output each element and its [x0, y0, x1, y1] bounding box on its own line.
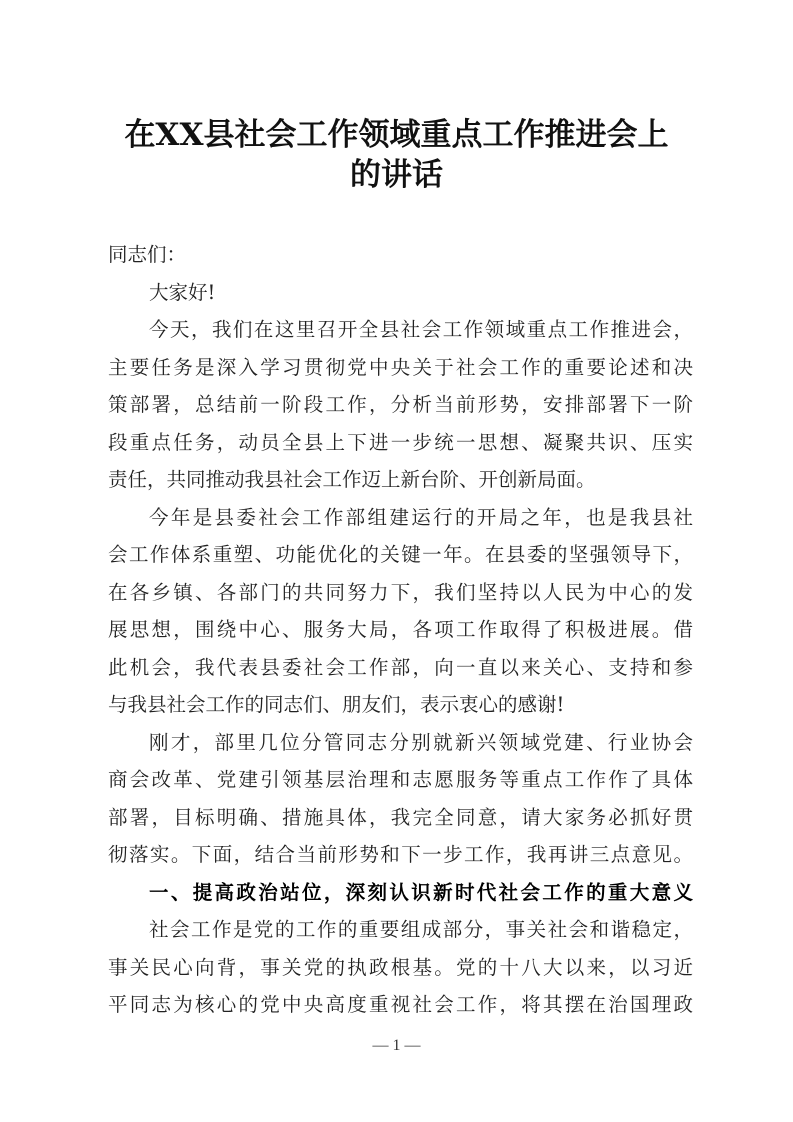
text-line: 商会改革、党建引领基层治理和志愿服务等重点工作作了具体: [108, 768, 693, 791]
text-line: 责任，共同推动我县社会工作迈上新台阶、开创新局面。: [108, 468, 596, 491]
text-line: 展思想，围绕中心、服务大局，各项工作取得了积极进展。借: [108, 618, 693, 641]
text-line: 部署，目标明确、措施具体，我完全同意，请大家务必抓好贯: [108, 805, 693, 829]
text-line: 段重点任务，动员全县上下进一步统一思想、凝聚共识、压实: [108, 430, 693, 454]
document-title-line-1: 在XX县社会工作领域重点工作推进会上: [124, 117, 669, 153]
text-line: 会工作体系重塑、功能优化的关键一年。在县委的坚强领导下，: [108, 543, 693, 566]
text-line: 策部署，总结前一阶段工作，分析当前形势，安排部署下一阶: [108, 393, 693, 416]
text-line: 平同志为核心的党中央高度重视社会工作，将其摆在治国理政: [108, 993, 693, 1016]
text-line: 主要任务是深入学习贯彻党中央关于社会工作的重要论述和决: [108, 355, 693, 379]
text-line: 社会工作是党的工作的重要组成部分，事关社会和谐稳定，: [149, 918, 693, 941]
document-title-line-2: 的讲话: [350, 157, 443, 193]
section-heading: 一、提高政治站位，深刻认识新时代社会工作的重大意义: [149, 880, 693, 904]
text-line: 事关民心向背，事关党的执政根基。党的十八大以来，以习近: [108, 955, 693, 979]
text-line: 同志们：: [108, 243, 187, 266]
text-line: 此机会，我代表县委社会工作部，向一直以来关心、支持和参: [108, 655, 693, 679]
text-line: 在各乡镇、各部门的共同努力下，我们坚持以人民为中心的发: [108, 580, 693, 604]
text-line: 今天，我们在这里召开全县社会工作领域重点工作推进会，: [149, 318, 693, 341]
text-line: 与我县社会工作的同志们、朋友们，表示衷心的感谢!: [108, 693, 565, 716]
text-line: 刚才，部里几位分管同志分别就新兴领域党建、行业协会: [149, 730, 693, 754]
text-line: 大家好!: [149, 280, 216, 304]
text-line: 彻落实。下面，结合当前形势和下一步工作，我再讲三点意见。: [108, 843, 693, 866]
page-number: — 1 —: [372, 1037, 421, 1054]
document-body: [108, 236, 693, 1024]
text-line: 今年是县委社会工作部组建运行的开局之年，也是我县社: [149, 505, 693, 529]
